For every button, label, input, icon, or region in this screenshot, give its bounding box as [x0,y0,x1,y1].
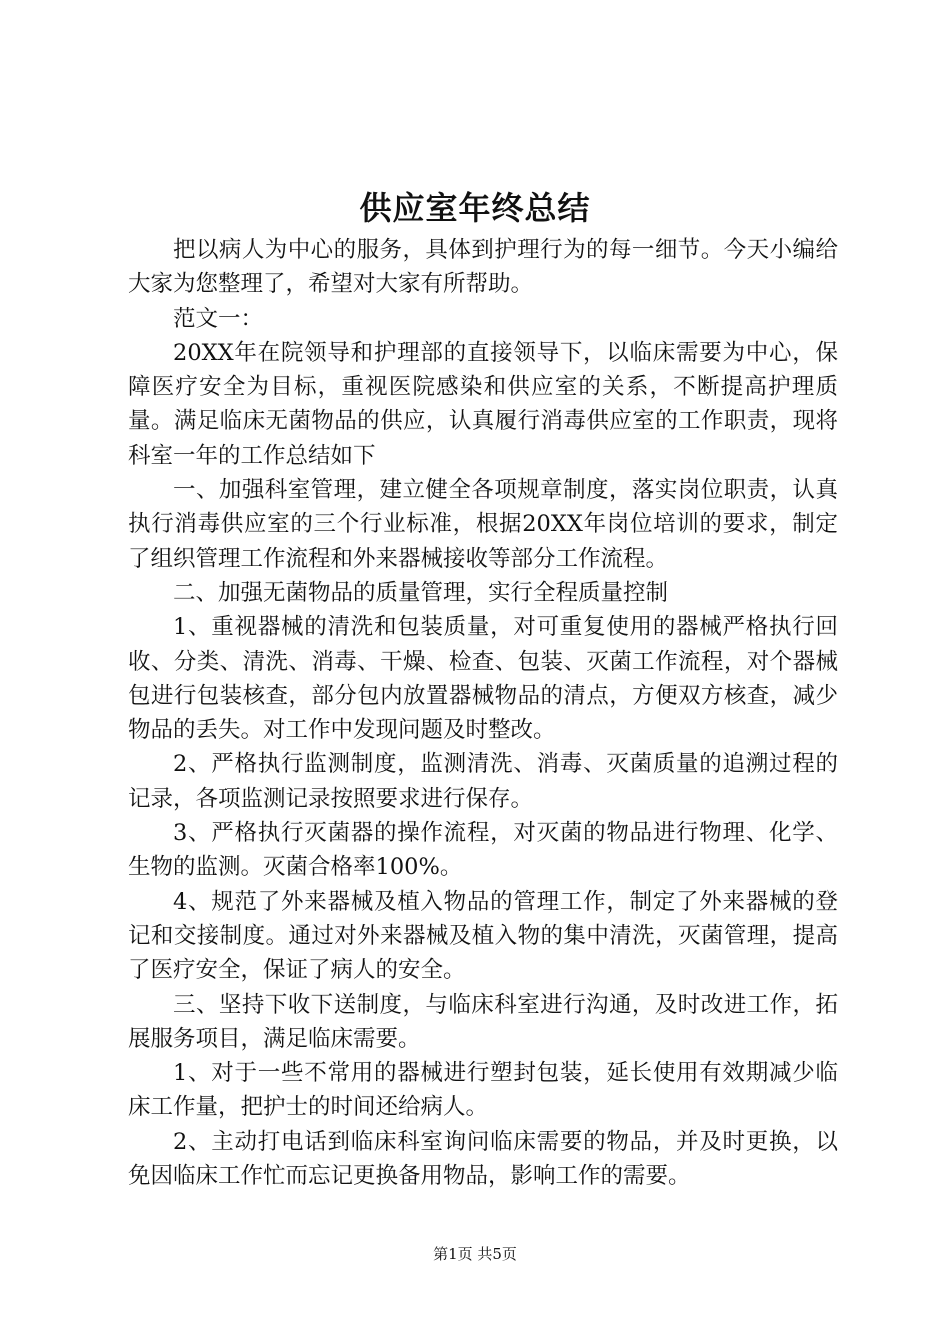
section-2-item-2: 2、严格执行监测制度，监测清洗、消毒、灭菌质量的追溯过程的记录，各项监测记录按照要求进行保存。 [128,751,838,812]
overview-paragraph: 20XX年在院领导和护理部的直接领导下，以临床需要为中心，保障医疗安全为目标，重视医院感染和供应室的关系，不断提高护理质量。满足临床无菌物品的供应，认真履行消毒供应室的工作职责，现将科室一年的工作总结如下 [128,339,838,469]
section-2-item-1: 1、重视器械的清洗和包装质量，对可重复使用的器械严格执行回收、分类、清洗、消毒、干燥、检查、包装、灭菌工作流程，对个器械包进行包装核查，部分包内放置器械物品的清点，方便双方核查，减少物品的丢失。对工作中发现问题及时整改。 [128,614,838,744]
section-3-item-1: 1、对于一些不常用的器械进行塑封包装，延长使用有效期减少临床工作量，把护士的时间还给病人。 [128,1060,838,1121]
sample-heading: 范文一： [173,305,264,332]
section-2-item-4: 4、规范了外来器械及植入物品的管理工作，制定了外来器械的登记和交接制度。通过对外来器械及植入物的集中清洗，灭菌管理，提高了医疗安全，保证了病人的安全。 [128,888,838,984]
section-3-item-2: 2、主动打电话到临床科室询问临床需要的物品，并及时更换，以免因临床工作忙而忘记更换备用物品，影响工作的需要。 [128,1128,838,1190]
section-2-heading: 二、加强无菌物品的质量管理，实行全程质量控制 [173,579,669,606]
document-body [128,233,838,1193]
section-3-paragraph: 三、坚持下收下送制度，与临床科室进行沟通，及时改进工作，拓展服务项目，满足临床需要。 [128,991,838,1052]
section-1-paragraph: 一、加强科室管理，建立健全各项规章制度，落实岗位职责，认真执行消毒供应室的三个行业标准，根据20XX年岗位培训的要求，制定了组织管理工作流程和外来器械接收等部分工作流程。 [128,477,838,572]
intro-paragraph: 把以病人为中心的服务，具体到护理行为的每一细节。今天小编给大家为您整理了，希望对大家有所帮助。 [128,237,838,298]
page-title: 供应室年终总结 [359,189,591,227]
section-2-item-3: 3、严格执行灭菌器的操作流程，对灭菌的物品进行物理、化学、生物的监测。灭菌合格率100%。 [128,820,838,881]
page-number-footer: 第1页 共5页 [433,1245,517,1263]
